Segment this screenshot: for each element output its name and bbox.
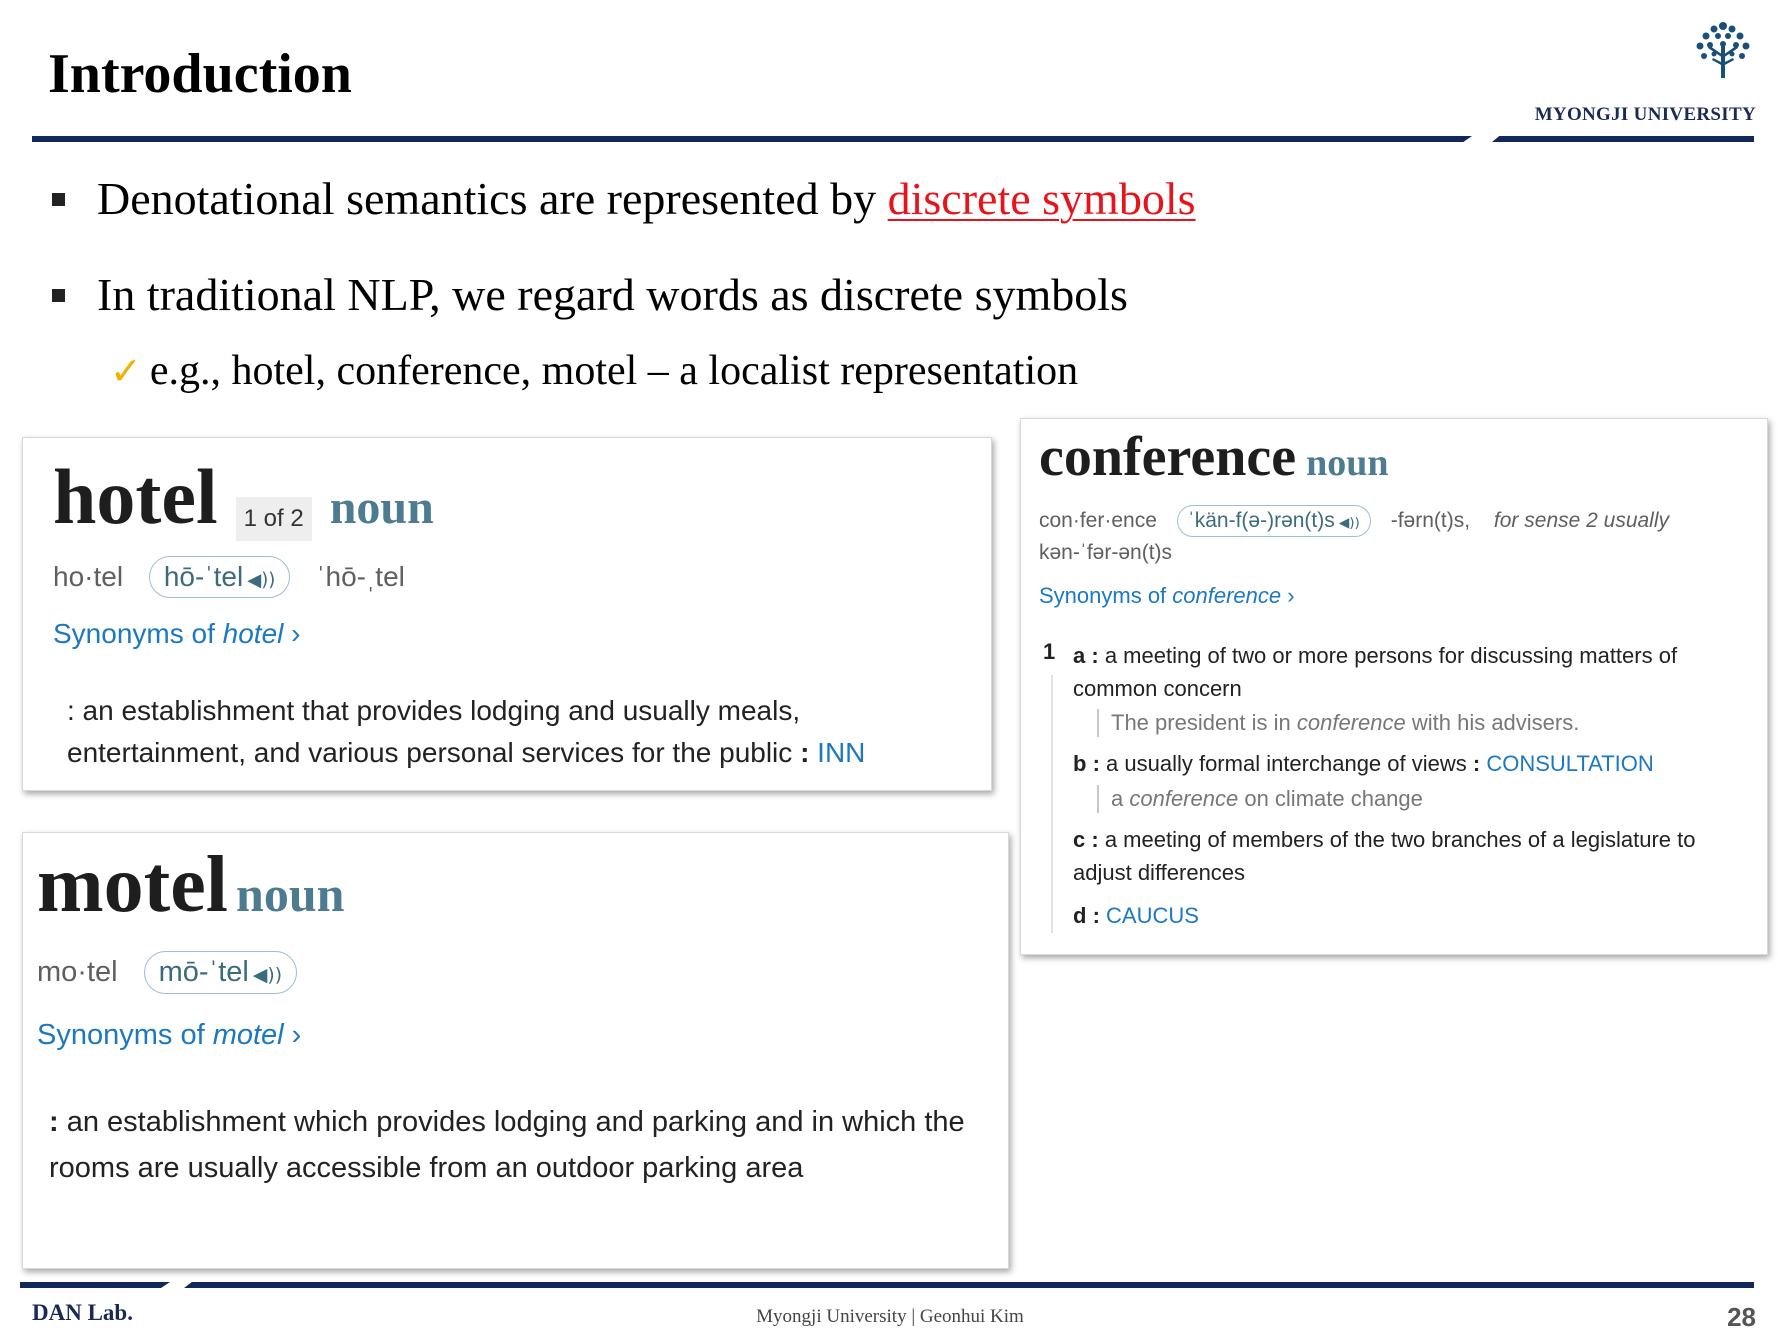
footer-rule-left (20, 1282, 170, 1288)
motel-headword: motel (37, 841, 229, 929)
checkmark-icon: ✓ (110, 349, 142, 393)
sense-a-example: The president is in conference with his advisers. (1097, 709, 1579, 737)
conference-headword: conference (1039, 426, 1297, 488)
motel-part-of-speech: noun (236, 866, 345, 922)
tree-logo-icon (1690, 18, 1756, 84)
hotel-headword: hotel (53, 453, 218, 540)
slide-title: Introduction (48, 43, 352, 105)
conference-pron-line2: kən-ˈfər-ən(t)s (1039, 541, 1173, 564)
sense-divider (1051, 675, 1053, 933)
bullet-square-icon (52, 289, 65, 302)
lab-name: DAN Lab. (32, 1300, 133, 1325)
speaker-icon: ◀)) (1338, 515, 1360, 531)
conference-dictionary-card: conference noun con·fer·ence ˈkän-f(ə-)rən(t)s ◀)) -fərn(t)s, for sense 2 usually kən-ˈfər-ən(t)s Synonyms of conference › 1 a : a meeting of two or more persons for discussing matters of common concern The president is in conference with his advisers. b : a usually formal interchange of views : CONSULTATION a conference on climate change c : a meeting of members of the two branches of a legislature to adjust differences d : CAUCUS (1020, 418, 1768, 955)
university-name: MYONGJI UNIVERSITY (1534, 104, 1756, 125)
header-rule (32, 136, 1472, 142)
entry-count-badge: 1 of 2 (236, 497, 312, 541)
hotel-pronunciation-button[interactable]: hō-ˈtel ◀)) (149, 556, 291, 598)
hotel-dictionary-card (22, 437, 992, 791)
motel-dictionary-card (22, 832, 1009, 1269)
conference-pronunciation-button[interactable]: ˈkän-f(ə-)rən(t)s ◀)) (1177, 505, 1371, 537)
speaker-icon: ◀)) (247, 570, 276, 591)
sense-number: 1 (1043, 639, 1056, 664)
footer-rule (184, 1282, 1754, 1288)
hotel-synonyms-link[interactable]: Synonyms of hotel › (53, 618, 301, 649)
sense-d: d : CAUCUS (1073, 903, 1199, 928)
speaker-icon: ◀)) (252, 965, 283, 986)
hotel-alt-pronunciation: ˈhō-ˌtel (316, 561, 405, 592)
hotel-part-of-speech: noun (329, 481, 434, 534)
sense-b: b : a usually formal interchange of views : CONSULTATION (1073, 751, 1654, 776)
consultation-link[interactable]: CONSULTATION (1486, 751, 1654, 776)
sub-bullet: ✓ e.g., hotel, conference, motel – a localist representation (110, 348, 1079, 394)
bullet-square-icon (52, 193, 65, 206)
bullet-2: In traditional NLP, we regard words as discrete symbols (52, 272, 1128, 318)
bullet-1: Denotational semantics are represented by discrete symbols (52, 176, 1196, 222)
hotel-syllables: ho·tel (53, 561, 124, 592)
sense-b-example: a conference on climate change (1097, 785, 1423, 813)
caucus-link[interactable]: CAUCUS (1106, 903, 1199, 928)
conference-part-of-speech: noun (1306, 442, 1389, 484)
page-number: 28 (1727, 1302, 1756, 1332)
hotel-definition: : an establishment that provides lodging and usually meals, entertainment, and various personal services for the public : INN (67, 695, 866, 768)
sense-a: a : a meeting of two or more persons for discussing matters of common concern (1073, 643, 1678, 701)
motel-synonyms-link[interactable]: Synonyms of motel › (37, 1019, 302, 1051)
footer-credit: Myongji University | Geonhui Kim (756, 1306, 1024, 1327)
sense-c: c : a meeting of members of the two branches of a legislature to adjust differences (1073, 827, 1696, 885)
conference-synonyms-link[interactable]: Synonyms of conference › (1039, 583, 1295, 608)
motel-syllables: mo·tel (37, 956, 118, 988)
highlight-discrete-symbols: discrete symbols (887, 173, 1196, 224)
header-rule-right (1492, 136, 1754, 142)
motel-pronunciation-button[interactable]: mō-ˈtel ◀)) (144, 951, 297, 994)
motel-definition: : an establishment which provides lodging and parking and in which the rooms are usually accessible from an outdoor parking area (49, 1106, 965, 1184)
inn-link[interactable]: INN (817, 737, 866, 768)
sense-note: for sense 2 usually (1493, 509, 1670, 532)
conference-syllables: con·fer·ence (1039, 509, 1157, 532)
